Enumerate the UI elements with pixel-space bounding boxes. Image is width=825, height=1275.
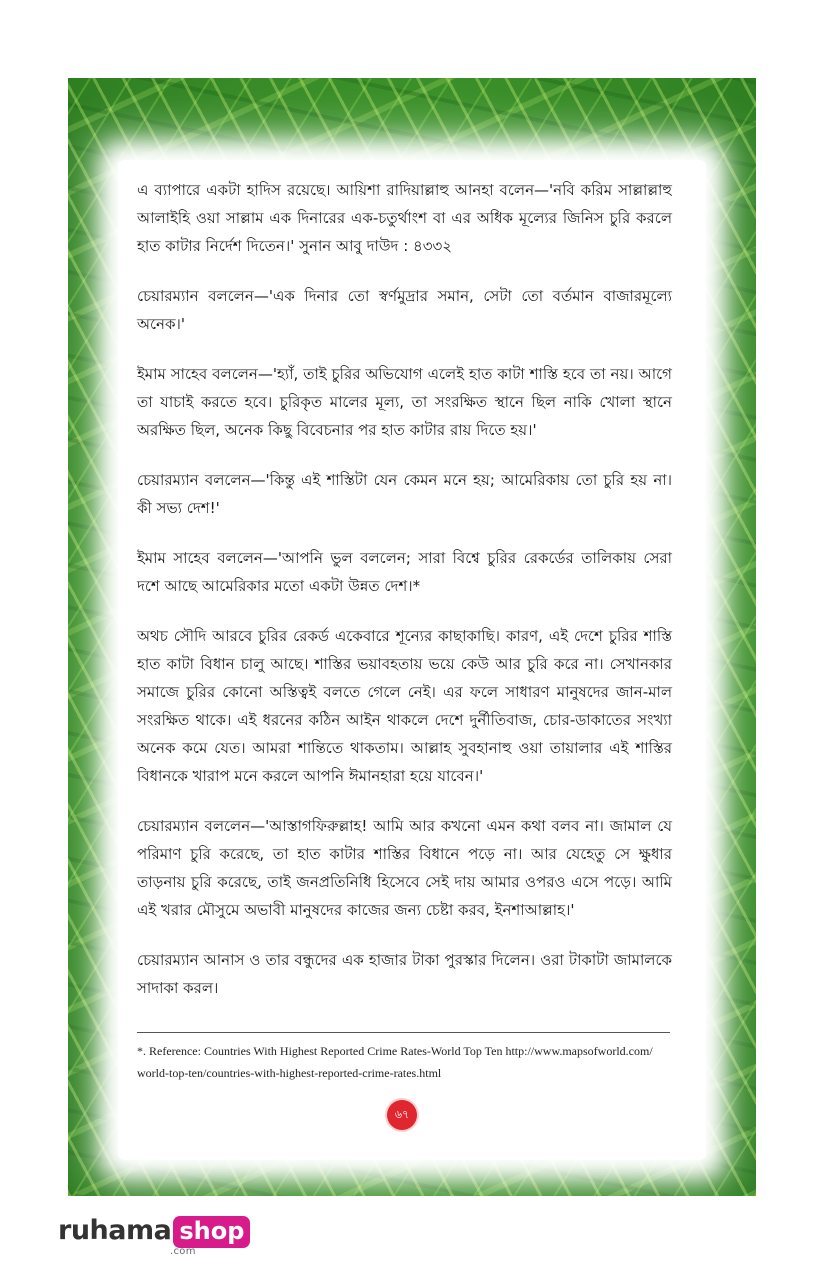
- page-body: [137, 176, 672, 1024]
- brand-shop-badge: shop: [173, 1216, 250, 1248]
- paragraph: ইমাম সাহেব বললেন—'হ্যাঁ, তাই চুরির অভিযোগ এলেই হাত কাটা শাস্তি হবে তা নয়। আগে তা যাচাই করতে হবে। চুরিকৃত মালের মূল্য, তা সংরক্ষিত স্থানে ছিল নাকি খোলা স্থানে অরক্ষিত ছিল, অনেক কিছু বিবেচনার পর হাত কাটার রায় দিতে হয়।': [137, 365, 672, 439]
- paragraph: চেয়ারম্যান বললেন—'কিন্তু এই শাস্তিটা যেন কেমন মনে হয়; আমেরিকায় তো চুরি হয় না। কী সভ্য দেশ!': [137, 471, 672, 517]
- paragraph: চেয়ারম্যান বললেন—'এক দিনার তো স্বর্ণমুদ্রার সমান, সেটা তো বর্তমান বাজারমূল্যে অনেক।': [137, 287, 672, 333]
- footnote: [137, 1040, 677, 1084]
- paragraph: চেয়ারম্যান বললেন—'আস্তাগফিরুল্লাহ! আমি আর কখনো এমন কথা বলব না। জামাল যে পরিমাণ চুরি করেছে, তা হাত কাটার শাস্তির বিধানে পড়ে না। আর যেহেতু সে ক্ষুধার তাড়নায় চুরি করেছে, তাই জনপ্রতিনিধি হিসেবে সেই দায় আমার ওপরও এসে পড়ে। আমি এই খরার মৌসুমে অভাবী মানুষদের কাজের জন্য চেষ্টা করব, ইনশাআল্লাহ।': [137, 817, 672, 919]
- paragraph: অথচ সৌদি আরবে চুরির রেকর্ড একেবারে শূন্যের কাছাকাছি। কারণ, এই দেশে চুরির শাস্তি হাত কাটা বিধান চালু আছে। শাস্তির ভয়াবহতায় ভয়ে কেউ আর চুরি করে না। সেখানকার সমাজে চুরির কোনো অস্তিত্বই বলতে গেলে নেই। এর ফলে সাধারণ মানুষদের জান-মাল সংরক্ষিত থাকে। এই ধরনের কঠিন আইন থাকলে দেশে দুর্নীতিবাজ, চোর-ডাকাতের সংখ্যা অনেক কমে যেত। আমরা শান্তিতে থাকতাম। আল্লাহ সুবহানাহু ওয়া তায়ালার এই শাস্তির বিধানকে খারাপ মনে করলে আপনি ঈমানহারা হয়ে যাবেন।': [137, 627, 672, 785]
- paragraph: চেয়ারম্যান আনাস ও তার বন্ধুদের এক হাজার টাকা পুরস্কার দিলেন। ওরা টাকাটা জামালকে সাদাকা করল।: [137, 951, 672, 997]
- page-number-badge: ৬৭: [387, 1100, 417, 1130]
- brand-word: ruhama: [58, 1215, 172, 1246]
- paragraph: এ ব্যাপারে একটা হাদিস রয়েছে। আয়িশা রাদিয়াল্লাহু আনহা বলেন—'নবি করিম সাল্লাল্লাহু আলাইহি ওয়া সাল্লাম এক দিনারের এক-চতুর্থাংশ বা এর অধিক মূল্যের জিনিস চুরি করলে হাত কাটার নির্দেশ দিতেন।' সুনান আবু দাউদ : ৪৩৩২: [137, 181, 672, 255]
- footnote-line: *. Reference: Countries With Highest Reported Crime Rates-World Top Ten http://www.mapsofworld.com/: [137, 1044, 653, 1058]
- brand-domain: .com: [170, 1246, 196, 1257]
- footnote-line: world-top-ten/countries-with-highest-reported-crime-rates.html: [137, 1066, 442, 1080]
- footnote-divider: [137, 1032, 670, 1033]
- brand-logo: [58, 1214, 250, 1258]
- paragraph: ইমাম সাহেব বললেন—'আপনি ভুল বললেন; সারা বিশ্বে চুরির রেকর্ডের তালিকায় সেরা দশে আছে আমেরিকার মতো একটা উন্নত দেশ।*: [137, 549, 672, 595]
